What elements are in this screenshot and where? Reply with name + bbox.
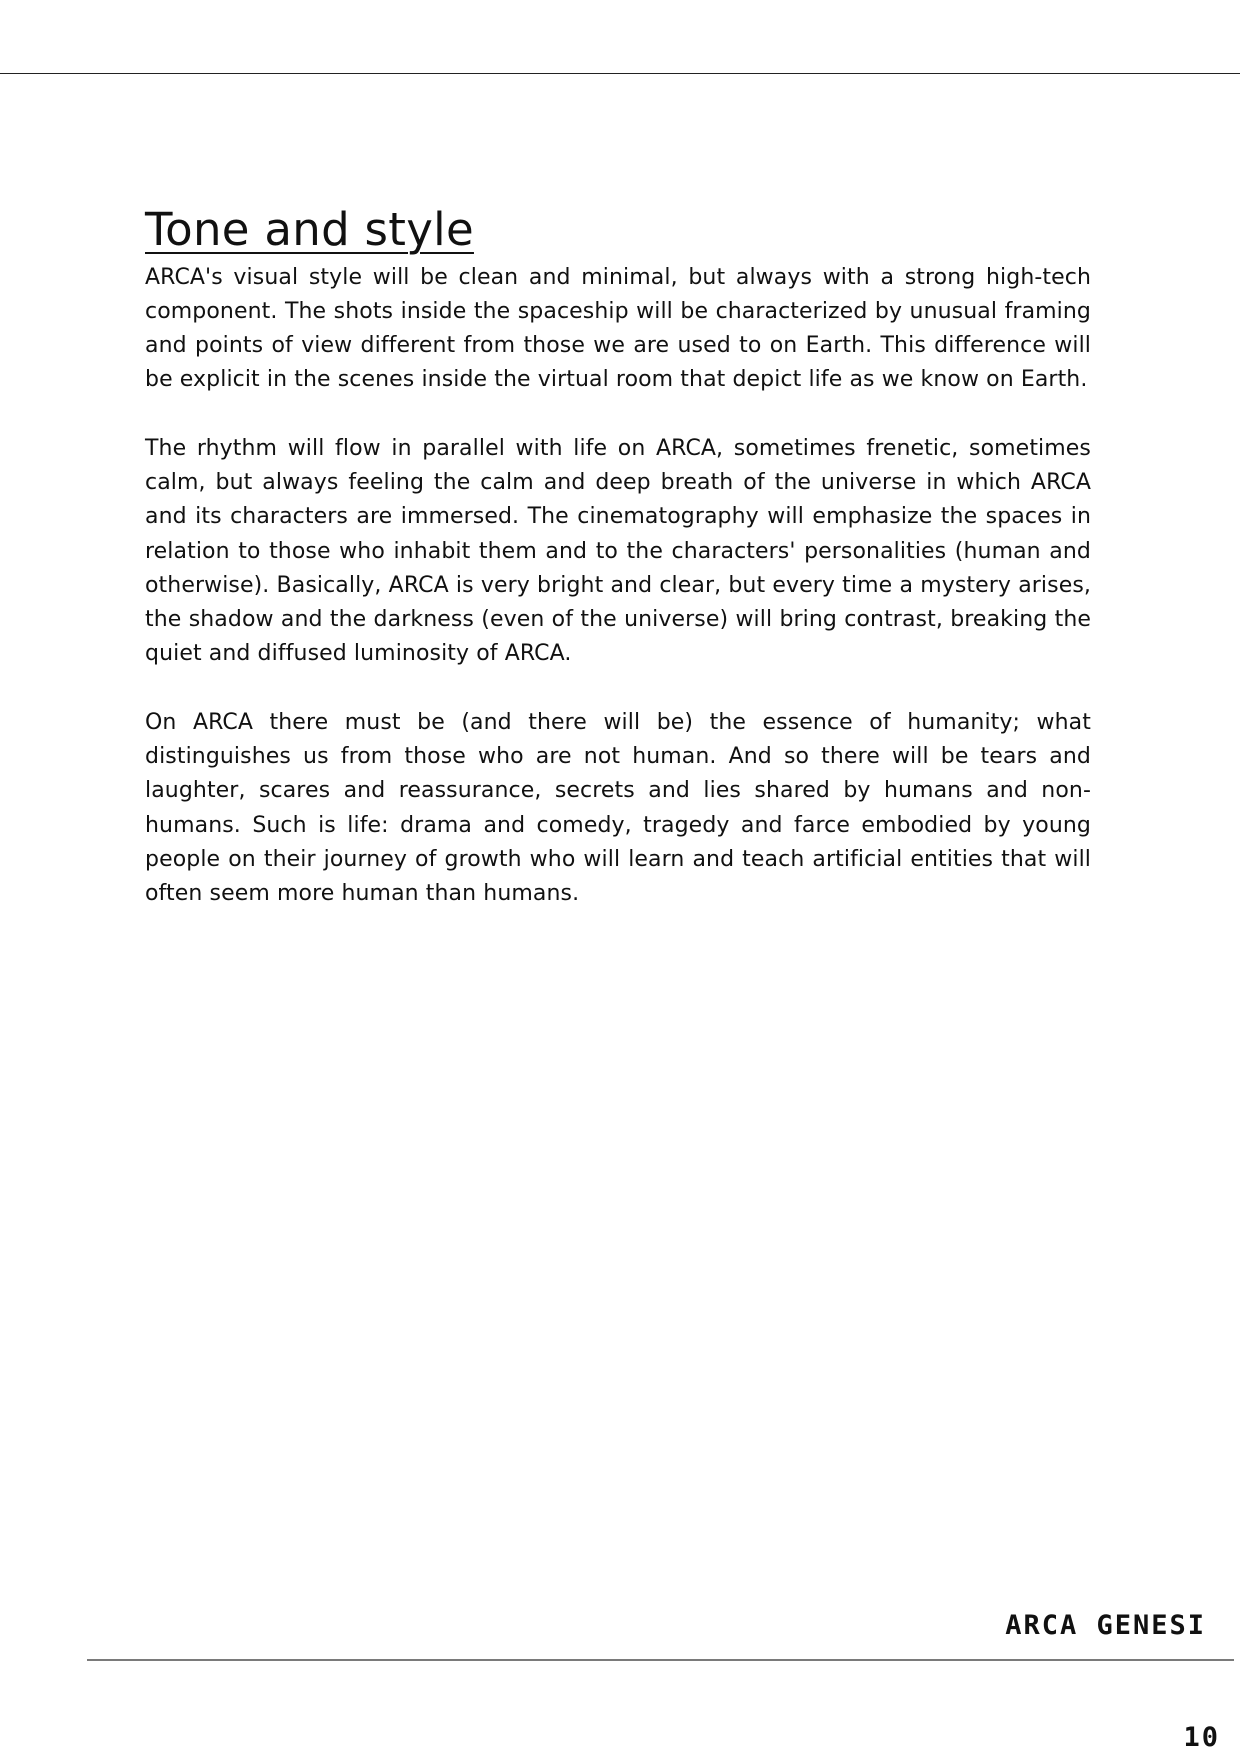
paragraph-humanity: On ARCA there must be (and there will be) the essence of humanity; what distinguishes us from those who are not human. And so there will be tears and laughter, scares and reassurance, secrets and lies shared by humans and non-humans. Such is life: drama and comedy, tragedy and farce embodied by young people on their journey of growth who will learn and teach artificial entities that will often seem more human than humans. (145, 709, 1091, 907)
top-divider (0, 73, 1240, 74)
section-title: Tone and style (145, 203, 474, 256)
paragraph-rhythm: The rhythm will flow in parallel with life on ARCA, sometimes frenetic, sometimes calm, but always feeling the calm and deep breath of the universe in which ARCA and its characters are immersed. The cinematography will emphasize the spaces in relation to those who inhabit them and to the characters' personalities (human and otherwise). Basically, ARCA is very bright and clear, but every time a mystery arises, the shadow and the darkness (even of the universe) will bring contrast, breaking the quiet and diffused luminosity of ARCA. (145, 435, 1091, 667)
main-content (145, 205, 1091, 946)
paragraph-visual-style: ARCA's visual style will be clean and minimal, but always with a strong high-tech component. The shots inside the spaceship will be characterized by unusual framing and points of view different from those we are used to on Earth. This difference will be explicit in the scenes inside the virtual room that depict life as we know on Earth. (145, 264, 1091, 393)
page-number: 10 (1183, 1722, 1220, 1753)
bottom-divider (87, 1659, 1234, 1661)
footer-brand: ARCA GENESI (1005, 1610, 1206, 1641)
